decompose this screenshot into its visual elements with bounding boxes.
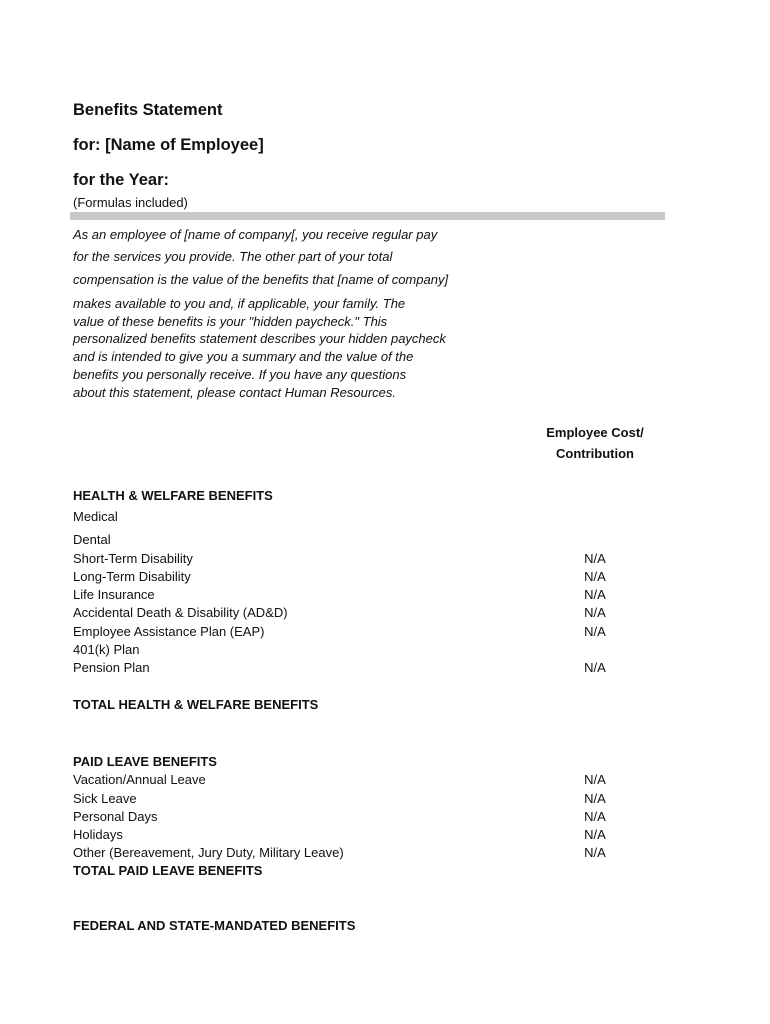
benefit-value: N/A (584, 772, 606, 787)
benefit-value: N/A (584, 791, 606, 806)
benefit-label: Life Insurance (73, 587, 155, 602)
benefit-label: Other (Bereavement, Jury Duty, Military Leave) (73, 845, 344, 860)
benefit-label: Pension Plan (73, 660, 150, 675)
column-header-contribution: Contribution (556, 446, 634, 461)
benefit-label: Holidays (73, 827, 123, 842)
section-heading-paid-leave: PAID LEAVE BENEFITS (73, 754, 217, 769)
intro-line: about this statement, please contact Human Resources. (73, 385, 397, 400)
benefit-label: 401(k) Plan (73, 642, 140, 657)
benefit-value: N/A (584, 845, 606, 860)
benefit-value: N/A (584, 827, 606, 842)
intro-line: compensation is the value of the benefits that [name of company] (73, 272, 449, 287)
intro-line: for the services you provide. The other part of your total (73, 249, 393, 264)
benefit-label: Accidental Death & Disability (AD&D) (73, 605, 288, 620)
total-paid-leave: TOTAL PAID LEAVE BENEFITS (73, 863, 263, 878)
column-header-cost: Employee Cost/ (546, 425, 644, 440)
benefit-label: Sick Leave (73, 791, 137, 806)
benefit-value: N/A (584, 809, 606, 824)
header-divider (70, 212, 665, 220)
section-heading-health: HEALTH & WELFARE BENEFITS (73, 488, 273, 503)
total-health-welfare: TOTAL HEALTH & WELFARE BENEFITS (73, 697, 319, 712)
section-heading-federal: FEDERAL AND STATE-MANDATED BENEFITS (73, 918, 356, 933)
benefit-value: N/A (584, 569, 606, 584)
benefit-label: Employee Assistance Plan (EAP) (73, 624, 265, 639)
benefit-label: Long-Term Disability (73, 569, 191, 584)
employee-name-line: for: [Name of Employee] (73, 136, 264, 154)
benefit-value: N/A (584, 587, 606, 602)
intro-line: value of these benefits is your "hidden paycheck." This (73, 314, 388, 329)
intro-line: personalized benefits statement describes your hidden paycheck (73, 331, 446, 346)
page-title: Benefits Statement (73, 101, 223, 119)
intro-line: and is intended to give you a summary and the value of the (73, 349, 414, 364)
benefit-label: Dental (73, 532, 111, 547)
year-line: for the Year: (73, 171, 169, 189)
benefit-value: N/A (584, 605, 606, 620)
intro-line: benefits you personally receive. If you have any questions (73, 367, 407, 382)
benefit-label: Medical (73, 509, 118, 524)
benefit-value: N/A (584, 551, 606, 566)
benefit-label: Short-Term Disability (73, 551, 193, 566)
formulas-note: (Formulas included) (73, 195, 188, 210)
benefit-value: N/A (584, 660, 606, 675)
intro-line: makes available to you and, if applicable, your family. The (73, 296, 406, 311)
benefit-value: N/A (584, 624, 606, 639)
intro-line: As an employee of [name of company[, you receive regular pay (73, 227, 438, 242)
benefit-label: Vacation/Annual Leave (73, 772, 206, 787)
benefit-label: Personal Days (73, 809, 158, 824)
